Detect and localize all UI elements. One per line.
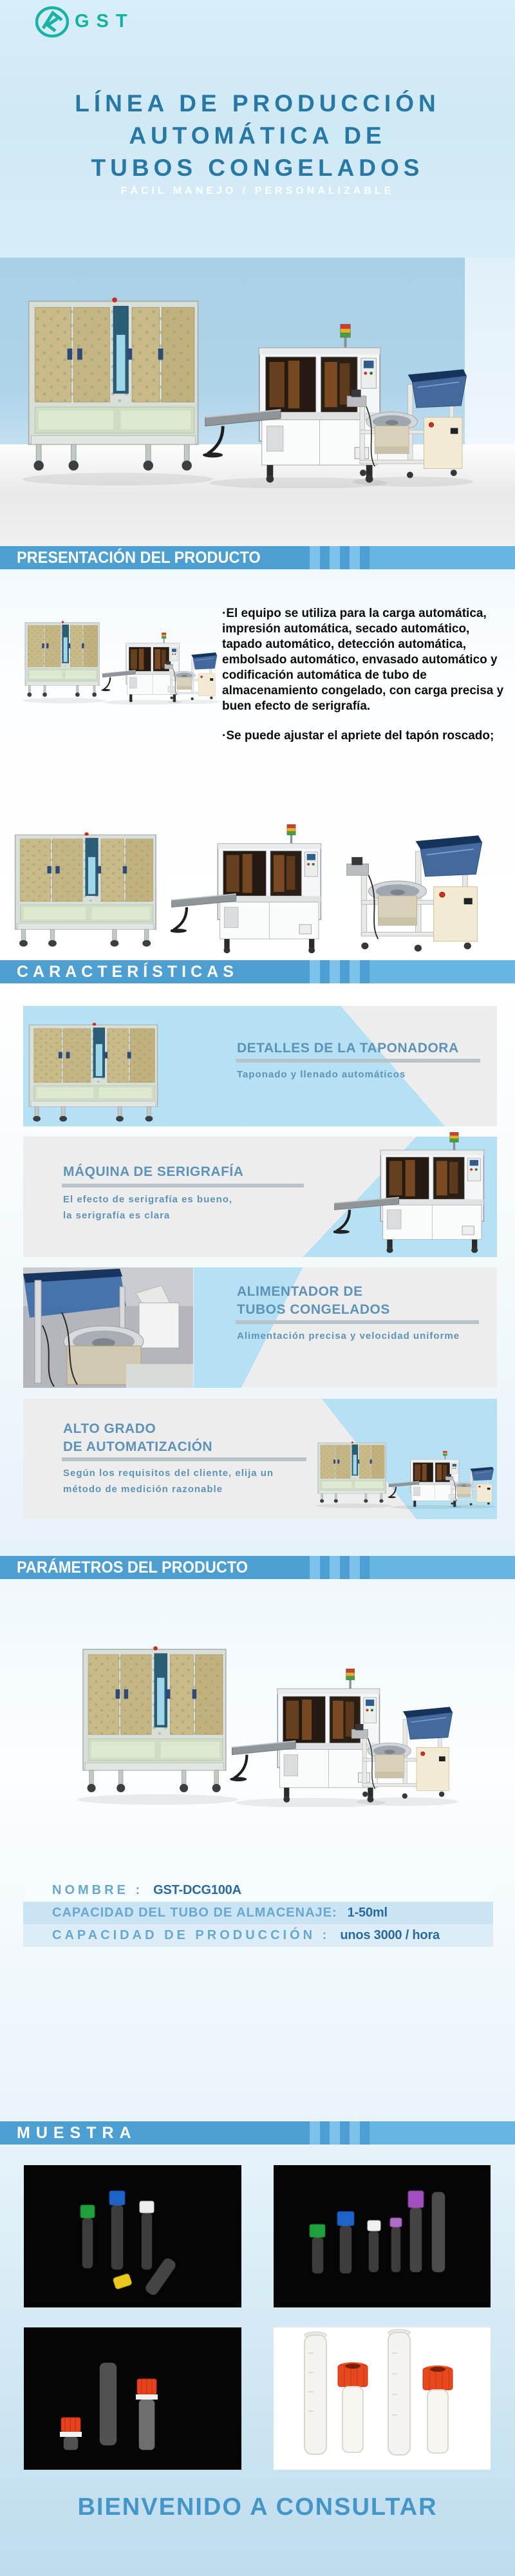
- brand-name: GST: [75, 11, 135, 32]
- feature-feeder-subtitle: Alimentación precisa y velocidad uniforme: [237, 1331, 460, 1341]
- banner-samples-main: [0, 2121, 310, 2145]
- feature-feeder-title-line2: TUBOS CONGELADOS: [237, 1302, 390, 1317]
- sample-tubes-image-4: [274, 2327, 491, 2470]
- banner-stripe: [360, 1556, 370, 1579]
- banner-stripe: [370, 1556, 515, 1579]
- banner-stripe: [360, 2121, 370, 2145]
- banner-stripe: [320, 546, 330, 569]
- feature-automation-title-line1: ALTO GRADO: [63, 1421, 156, 1436]
- page-title-line3: TUBOS CONGELADOS: [91, 155, 424, 181]
- param-name-value: GST-DCG100A: [153, 1883, 241, 1897]
- page-title-line1: LÍNEA DE PRODUCCIÓN: [75, 90, 440, 117]
- banner-stripe: [340, 960, 350, 983]
- banner-stripe: [360, 546, 370, 569]
- param-row-production-capacity: [23, 1924, 493, 1947]
- feature-serigraphy-image: [333, 1132, 494, 1256]
- banner-presentation-main: [0, 546, 310, 569]
- feature-capper-image: [28, 1021, 160, 1124]
- banner-stripe: [340, 1556, 350, 1579]
- feature-automation-title-line2: DE AUTOMATIZACIÓN: [63, 1439, 213, 1454]
- banner-stripe: [320, 1556, 330, 1579]
- page-subtitle: FÁCIL MANEJO / PERSONALIZABLE: [120, 185, 395, 196]
- sample-tubes-image-2: [274, 2165, 491, 2307]
- param-name-label: NOMBRE :: [52, 1883, 144, 1897]
- feature-title-underline: [62, 1184, 304, 1188]
- parameters-product-image: [72, 1641, 458, 1807]
- feature-serigraphy-subtitle-line2: la serigrafía es clara: [63, 1210, 171, 1221]
- feeder-machine-image: [344, 832, 489, 954]
- footer-welcome-text: BIENVENIDO A CONSULTAR: [77, 2494, 438, 2521]
- banner-stripe: [310, 2121, 320, 2145]
- presentation-product-image: [19, 618, 220, 705]
- feature-title-underline: [236, 1320, 479, 1324]
- feature-serigraphy-title: MÁQUINA DE SERIGRAFÍA: [63, 1164, 244, 1179]
- feature-title-underline: [62, 1457, 306, 1461]
- page-title-line2: AUTOMÁTICA DE: [129, 122, 386, 149]
- banner-samples: [0, 2121, 515, 2145]
- feature-feeder-photo: [23, 1267, 193, 1388]
- banner-features-label: CARACTERÍSTICAS: [17, 962, 238, 981]
- feature-capper-title: DETALLES DE LA TAPONADORA: [237, 1041, 459, 1056]
- gst-logo-icon: [35, 5, 69, 39]
- capping-machine-image: [14, 831, 159, 950]
- banner-stripe: [340, 2121, 350, 2145]
- banner-stripe: [370, 2121, 515, 2145]
- banner-stripe: [320, 960, 330, 983]
- banner-stripe: [310, 960, 320, 983]
- param-row-tube-capacity: [23, 1902, 493, 1924]
- banner-presentation: [0, 546, 515, 569]
- banner-parameters-label: PARÁMETROS DEL PRODUCTO: [17, 1558, 248, 1577]
- banner-stripe: [330, 960, 340, 983]
- banner-stripe: [350, 546, 360, 569]
- banner-features: [0, 960, 515, 983]
- banner-stripe: [370, 546, 515, 569]
- banner-stripe: [350, 2121, 360, 2145]
- banner-stripe: [360, 960, 370, 983]
- hero-production-line-image: [16, 291, 473, 488]
- param-tube-capacity-label: CAPACIDAD DEL TUBO DE ALMACENAJE:: [52, 1906, 337, 1920]
- feature-automation-subtitle-line2: método de medición razonable: [63, 1484, 223, 1495]
- param-tube-capacity-value: 1-50ml: [347, 1906, 388, 1920]
- banner-stripe: [350, 960, 360, 983]
- feature-feeder-title-line1: ALIMENTADOR DE: [237, 1284, 363, 1299]
- feature-automation-subtitle-line1: Según los requisitos del cliente, elija un: [63, 1468, 274, 1479]
- presentation-text: [222, 606, 507, 758]
- banner-stripe: [370, 960, 515, 983]
- param-production-capacity-label: CAPACIDAD DE PRODUCCIÓN :: [52, 1928, 330, 1942]
- banner-samples-label: MUESTRA: [17, 2123, 137, 2142]
- banner-stripe: [310, 1556, 320, 1579]
- banner-parameters: [0, 1556, 515, 1579]
- banner-stripe: [330, 546, 340, 569]
- feature-title-underline: [236, 1059, 480, 1063]
- presentation-paragraph-1: ·El equipo se utiliza para la carga automática, impresión automática, secado automático, tapado automático, detección automática, embolsado automático, envasado automático y codificación automática de tubo de almacenamiento congelado, con carga precisa y buen efecto de serigrafía.: [222, 607, 504, 713]
- banner-stripe: [320, 2121, 330, 2145]
- sample-tubes-image-1: [24, 2165, 241, 2307]
- sample-tubes-image-3: [24, 2327, 241, 2470]
- banner-features-main: [0, 960, 310, 983]
- serigraphy-machine-image: [171, 824, 332, 956]
- param-row-name: [23, 1879, 493, 1902]
- banner-stripe: [350, 1556, 360, 1579]
- banner-stripe: [310, 546, 320, 569]
- param-production-capacity-value: unos 3000 / hora: [340, 1928, 440, 1942]
- feature-serigraphy-subtitle-line1: El efecto de serigrafía es bueno,: [63, 1194, 233, 1205]
- feature-automation-image: [313, 1439, 496, 1509]
- banner-stripe: [330, 1556, 340, 1579]
- feature-capper-subtitle: Taponado y llenado automáticos: [237, 1069, 406, 1080]
- banner-parameters-main: [0, 1556, 310, 1579]
- presentation-paragraph-2: ·Se puede ajustar el apriete del tapón roscado;: [222, 729, 494, 743]
- banner-stripe: [340, 546, 350, 569]
- banner-stripe: [330, 2121, 340, 2145]
- banner-presentation-label: PRESENTACIÓN DEL PRODUCTO: [17, 548, 261, 567]
